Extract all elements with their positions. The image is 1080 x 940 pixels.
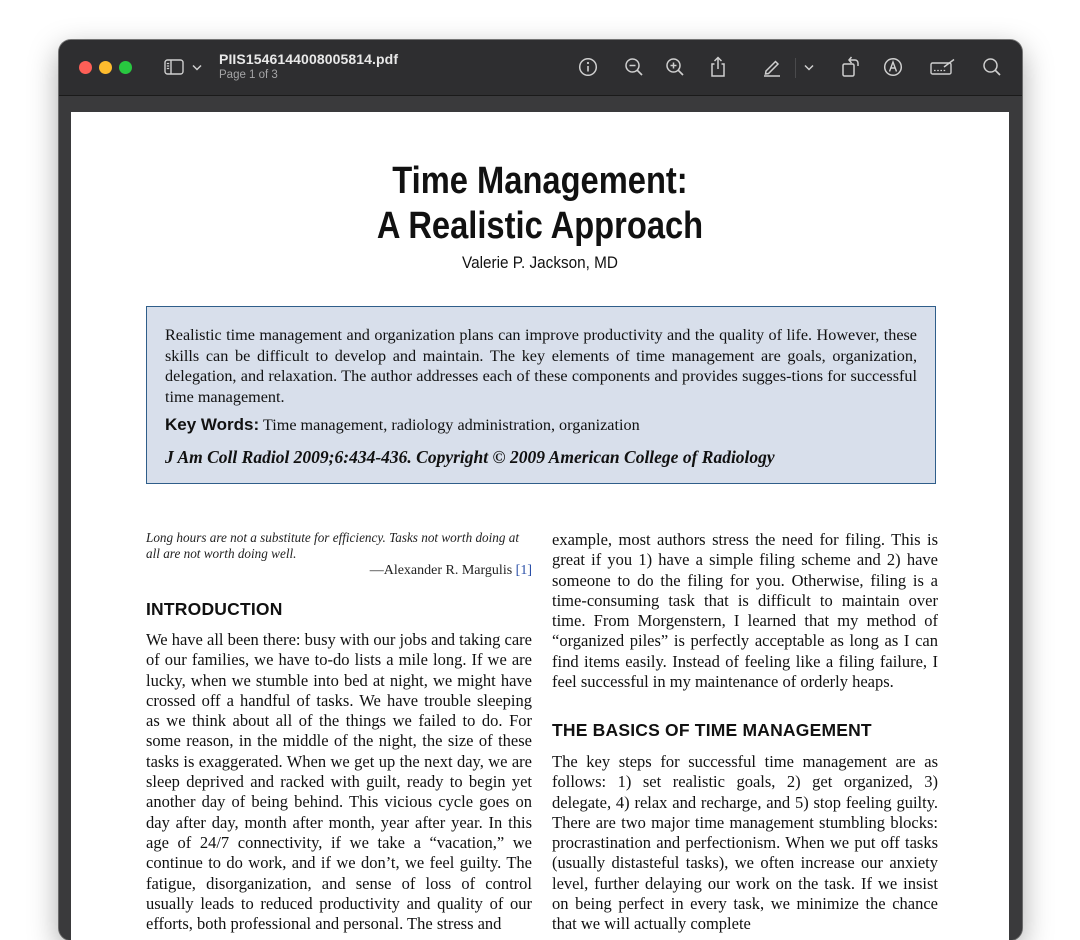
search-icon[interactable] bbox=[981, 54, 1003, 80]
minimize-window-button[interactable] bbox=[99, 61, 112, 74]
epigraph-attribution bbox=[146, 563, 532, 579]
markup-icon[interactable] bbox=[882, 54, 904, 80]
pdf-page bbox=[71, 112, 1009, 940]
article-title-line-1: Time Management: bbox=[392, 160, 688, 202]
epigraph-author: —Alexander R. Margulis bbox=[369, 563, 513, 578]
document-viewport[interactable] bbox=[59, 96, 1022, 940]
abstract-box bbox=[146, 306, 936, 484]
introduction-text: We have all been there: busy with our jobs and taking care of our families, we have to-do lists a mile long. If we are lucky, when we stumble into bed at night, we might have crossed off a handful of tasks. We have trouble sleeping as we think about all of the things we failed to do. For some reason, in the middle of the night, the size of these tasks is exaggerated. When we get up the next day, we are sleep deprived and racked with guilt, ready to begin yet another day of being behind. This vicious cycle goes on day after day, month after month, year after year. In this age of 24/7 connectivity, if we take a “vacation,” we continue to do work, and if we don’t, we feel guilty. The fatigue, disorganization, and sense of loss of control usually leads to reduced productivity and quality of our efforts, both professional and personal. The stress and bbox=[146, 630, 532, 934]
preview-window bbox=[59, 40, 1022, 940]
section-heading-basics: THE BASICS OF TIME MANAGEMENT bbox=[552, 720, 872, 740]
markup-options-chevron-icon[interactable] bbox=[803, 54, 815, 80]
zoom-in-icon[interactable] bbox=[664, 54, 686, 80]
article-title-line-2: A Realistic Approach bbox=[376, 205, 704, 247]
highlight-pen-icon[interactable] bbox=[761, 54, 783, 80]
zoom-out-icon[interactable] bbox=[623, 54, 645, 80]
epigraph: Long hours are not a substitute for efficiency. Tasks not worth doing at all are not worth doing well. bbox=[146, 530, 520, 561]
zoom-window-button[interactable] bbox=[119, 61, 132, 74]
info-icon[interactable] bbox=[577, 54, 599, 80]
share-icon[interactable] bbox=[707, 54, 729, 80]
article-author: Valerie P. Jackson, MD bbox=[462, 253, 618, 272]
sidebar-icon[interactable] bbox=[163, 54, 185, 80]
keywords-label: Key Words: bbox=[165, 415, 260, 434]
page-indicator: Page 1 of 3 bbox=[219, 69, 278, 81]
basics-text: The key steps for successful time management are as follows: 1) set realistic goals, 2) get organized, 3) delegate, 4) relax and recharge, and 5) stop feeling guilty. There are two major time management stumbling blocks: procrastination and perfectionism. When we put off tasks (usually distasteful tasks), we often increase our anxiety level, further delaying our work on the task. If we insist on being perfect in every task, we minimize the chance that we will actually complete bbox=[552, 752, 938, 934]
reference-link[interactable]: [1] bbox=[515, 563, 532, 578]
citation: J Am Coll Radiol 2009;6:434-436. Copyright © 2009 American College of Radiology bbox=[165, 447, 775, 467]
chevron-down-icon[interactable] bbox=[191, 54, 203, 80]
abstract-text: Realistic time management and organization plans can improve productivity and the quality of life. However, these skills can be difficult to develop and maintain. The key elements of time management are goals, organization, delegation, and relaxation. The author addresses each of these components and provides sugges-tions for successful time management. bbox=[165, 326, 917, 406]
rotate-icon[interactable] bbox=[840, 54, 862, 80]
signature-icon[interactable] bbox=[929, 54, 957, 80]
close-window-button[interactable] bbox=[79, 61, 92, 74]
title-bar bbox=[59, 40, 1022, 96]
keywords-text: Time management, radiology administration, organization bbox=[262, 416, 640, 434]
section-heading-introduction: INTRODUCTION bbox=[146, 599, 283, 619]
document-file-name: PIIS1546144008005814.pdf bbox=[219, 51, 399, 67]
keywords bbox=[165, 415, 917, 435]
right-column-text: example, most authors stress the need for filing. This is great if you 1) have a simple filing scheme and 2) have someone to do the filing for you. Otherwise, filing is a time-consuming task that is difficult to maintain over time. From Morgenstern, I learned that my method of “organized piles” is perfectly acceptable as long as I can find items easily. Instead of feeling like a filing failure, I feel successful in my maintenance of orderly heaps. bbox=[552, 530, 938, 692]
toolbar-separator bbox=[795, 58, 796, 78]
